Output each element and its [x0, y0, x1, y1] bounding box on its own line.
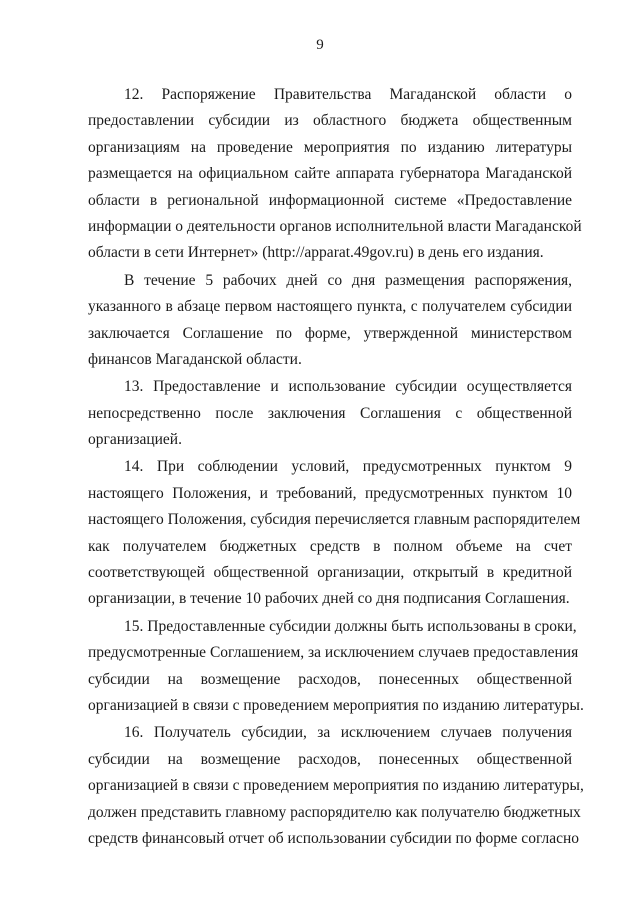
text-line: области в сети Интернет» (http://apparat.49gov.ru) в день его издания.: [88, 244, 544, 262]
text-line: настоящего Положения, субсидия перечисляется главным распорядителем: [88, 511, 581, 529]
text-line: 16. Получатель субсидии, за исключением случаев получения: [124, 724, 572, 742]
text-line: 13. Предоставление и использование субсидии осуществляется: [124, 378, 572, 396]
paragraph-12-agreement: [88, 268, 572, 374]
page-number: 9: [316, 37, 324, 53]
text-line: 12. Распоряжение Правительства Магаданской области о: [124, 86, 572, 103]
text-line: финансов Магаданской области.: [88, 350, 302, 368]
text-line: области в региональной информационной системе «Предоставление: [88, 191, 572, 209]
paragraph-14: [88, 454, 581, 612]
paragraph-13: [88, 374, 572, 453]
text-line: организацией.: [88, 431, 182, 449]
paragraph-16: [88, 720, 584, 852]
text-line: 14. При соблюдении условий, предусмотренных пунктом 9: [124, 458, 572, 476]
text-line: предоставлении субсидии из областного бюджета общественным: [88, 112, 572, 130]
document-body: [88, 82, 584, 852]
text-line: В течение 5 рабочих дней со дня размещения распоряжения,: [124, 271, 572, 289]
text-line: организацией в связи с проведением мероприятия по изданию литературы.: [88, 696, 584, 714]
text-line: непосредственно после заключения Соглашения с общественной: [88, 404, 572, 422]
text-line: организациям на проведение мероприятия по изданию литературы: [88, 138, 572, 156]
text-line: организацией в связи с проведением мероприятия по изданию литературы,: [88, 777, 584, 795]
text-line: должен представить главному распорядителю как получателю бюджетных: [88, 803, 581, 821]
text-line: организации, в течение 10 рабочих дней со дня подписания Соглашения.: [88, 590, 570, 608]
text-line: информации о деятельности органов исполнительной власти Магаданской: [88, 217, 582, 235]
text-line: средств финансовый отчет об использовании субсидии по форме согласно: [88, 829, 580, 847]
paragraph-12-publication: [88, 82, 582, 267]
text-line: 15. Предоставленные субсидии должны быть использованы в сроки,: [124, 617, 577, 635]
text-line: указанного в абзаце первом настоящего пункта, с получателем субсидии: [88, 298, 572, 316]
text-line: заключается Соглашение по форме, утвержденной министерством: [88, 324, 572, 342]
text-line: предусмотренные Соглашением, за исключением случаев предоставления: [88, 644, 579, 662]
text-line: размещается на официальном сайте аппарата губернатора Магаданской: [88, 165, 572, 183]
text-line: субсидии на возмещение расходов, понесенных общественной: [88, 670, 572, 688]
text-line: субсидии на возмещение расходов, понесенных общественной: [88, 750, 572, 768]
text-line: соответствующей общественной организации, открытый в кредитной: [88, 564, 572, 582]
text-line: как получателем бюджетных средств в полном объеме на счет: [88, 537, 572, 555]
paragraph-15: [88, 614, 584, 720]
text-line: настоящего Положения, и требований, предусмотренных пунктом 10: [88, 484, 572, 502]
